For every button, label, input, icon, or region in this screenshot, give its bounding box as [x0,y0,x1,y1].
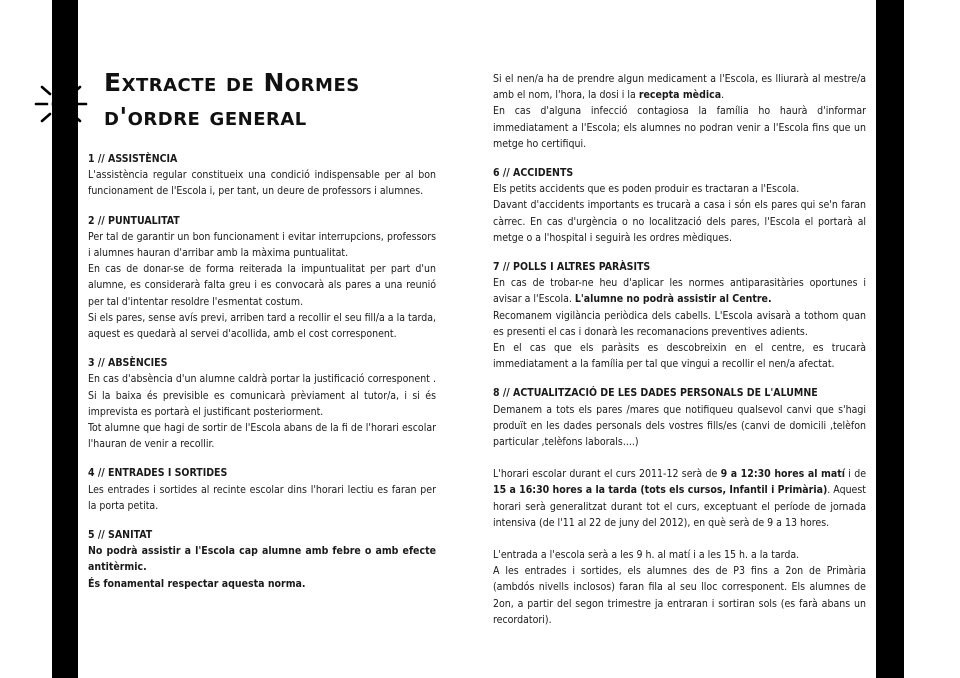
section-heading: 5 // SANITAT [88,529,153,542]
paragraph: A les entrades i sortides, els alumnes des de P3 fins a 2on de Primària (ambdós nivells inclosos) faran fila al seu lloc corresponent. Els alumnes de 2on, a partir del segon trimestre ja entraran i sortiran sols (es farà abans un recordatori). [493,565,866,626]
paragraph: En cas d'absència d'un alumne caldrà portar la justificació corresponent . Si la baixa és previsible es comunicarà prèviament al tutor/a, i si és imprevista es portarà el justificant posteriorment. [88,373,436,418]
paragraph: Demanem a tots els pares /mares que notifiqueu qualsevol canvi que s'hagi produït en les dades personals dels vostres fills/es (canvi de domicili ,telèfon particular ,telèfons laborals....) [493,403,866,449]
paragraph: En cas de donar-se de forma reiterada la impuntualitat per part d'un alumne, es considerarà falta greu i es convocarà als pares a una reunió per tal d'intentar resoldre l'esmentat costum. [88,263,436,308]
section-sanitat [88,527,436,592]
section-dades-personals [493,385,866,628]
bold-text: L'alumne no podrà assistir al Centre. [574,293,772,306]
paragraph-bold [88,576,436,592]
section-heading: 6 // ACCIDENTS [493,167,574,180]
right-column [493,71,866,628]
paragraph: Els petits accidents que es poden produir es tractaran a l'Escola. [493,183,800,196]
section-heading: 7 // POLLS I ALTRES PARÀSITS [493,261,651,274]
text: i de [844,468,867,481]
section-accidents [493,165,866,246]
paragraph: Si els pares, sense avís previ, arriben tard a recollir el seu fill/a a la tarda, aquest es quedarà al servei d'acollida, amb el cost corresponent. [88,311,436,341]
paragraph [493,71,866,103]
section-heading: 8 // ACTUALITZACIÓ DE LES DADES PERSONALS DE L'ALUMNE [493,387,818,400]
bold-text: 9 a 12:30 hores al matí [720,468,845,481]
paragraph: En cas d'alguna infecció contagiosa la família ho haurà d'informar immediatament a l'Escola; els alumnes no podran venir a l'Escola fins que un metge ho certifiqui. [493,105,866,150]
section-heading: 2 // PUNTUALITAT [88,214,180,227]
bold-text: recepta mèdica [638,89,722,102]
section-assistencia [88,151,436,200]
sun-icon [30,78,92,130]
paragraph: L'assistència regular constitueix una condició indispensable per al bon funcionament de l'Escola i, per tant, un deure de professors i alumnes. [88,169,436,198]
section-entrades-sortides [88,465,436,514]
paragraph [493,275,866,307]
section-absencies [88,355,436,452]
text: . Aquest horari serà generalitzat durant tot el curs, exceptuant el període de jornada intensiva (de l'11 al 22 de juny del 2012), en què serà de 9 a 13 hores. [493,484,866,529]
section-medicaments [493,71,866,152]
section-heading: 4 // ENTRADES I SORTIDES [88,467,228,480]
right-black-bar [876,0,904,678]
bold-text: No podrà assistir a l'Escola cap alumne amb febre o amb efecte antitèrmic. [88,545,436,574]
paragraph: Tot alumne que hagi de sortir de l'Escola abans de la fi de l'horari escolar l'hauran de venir a recollir. [88,422,436,451]
title-line-2: d'ordre general [104,102,307,131]
paragraph-horari [493,466,866,531]
paragraph: Davant d'accidents importants es trucarà a casa i són els pares qui se'n faran càrrec. En cas d'urgència o no localització dels pares, l'Escola el portarà al metge o a l'hospital i seguirà les ordres mèdiques. [493,199,866,244]
page-title [104,66,360,134]
paragraph: Recomanem vigilància periòdica dels cabells. L'Escola avisarà a tothom quan es presenti el cas i donarà les recomanacions preventives adients. [493,309,866,338]
text: En cas de trobar-ne heu d'aplicar les normes antiparasitàries oportunes i avisar a l'Escola. [493,277,866,306]
bold-text: És fonamental respectar aquesta norma. [88,577,306,590]
section-heading: 3 // ABSÈNCIES [88,357,168,370]
paragraph: Les entrades i sortides al recinte escolar dins l'horari lectiu es faran per la porta petita. [88,483,436,512]
bold-text: 15 a 16:30 hores a la tarda (tots els cursos, Infantil i Primària) [493,484,828,497]
paragraph: Per tal de garantir un bon funcionament i evitar interrupcions, professors i alumnes hauran d'arribar amb la màxima puntualitat. [88,230,436,260]
text: Si el nen/a ha de prendre algun medicament a l'Escola, es lliurarà al mestre/a amb el nom, l'hora, la dosi i la [493,73,866,102]
paragraph: L'entrada a l'escola serà a les 9 h. al matí i a les 15 h. a la tarda. [493,549,800,562]
paragraph-bold [88,543,436,575]
title-line-1: Extracte de Normes [104,68,360,97]
text: . [721,89,725,102]
left-column [88,151,436,605]
paragraph: En el cas que els paràsits es descobreixin en el centre, es trucarà immediatament a la família per tal que vingui a recollir el nen/a afectat. [493,342,866,371]
text: L'horari escolar durant el curs 2011-12 serà de [493,468,721,481]
section-heading: 1 // ASSISTÈNCIA [88,153,178,165]
section-polls [493,259,866,372]
section-puntualitat [88,213,436,343]
